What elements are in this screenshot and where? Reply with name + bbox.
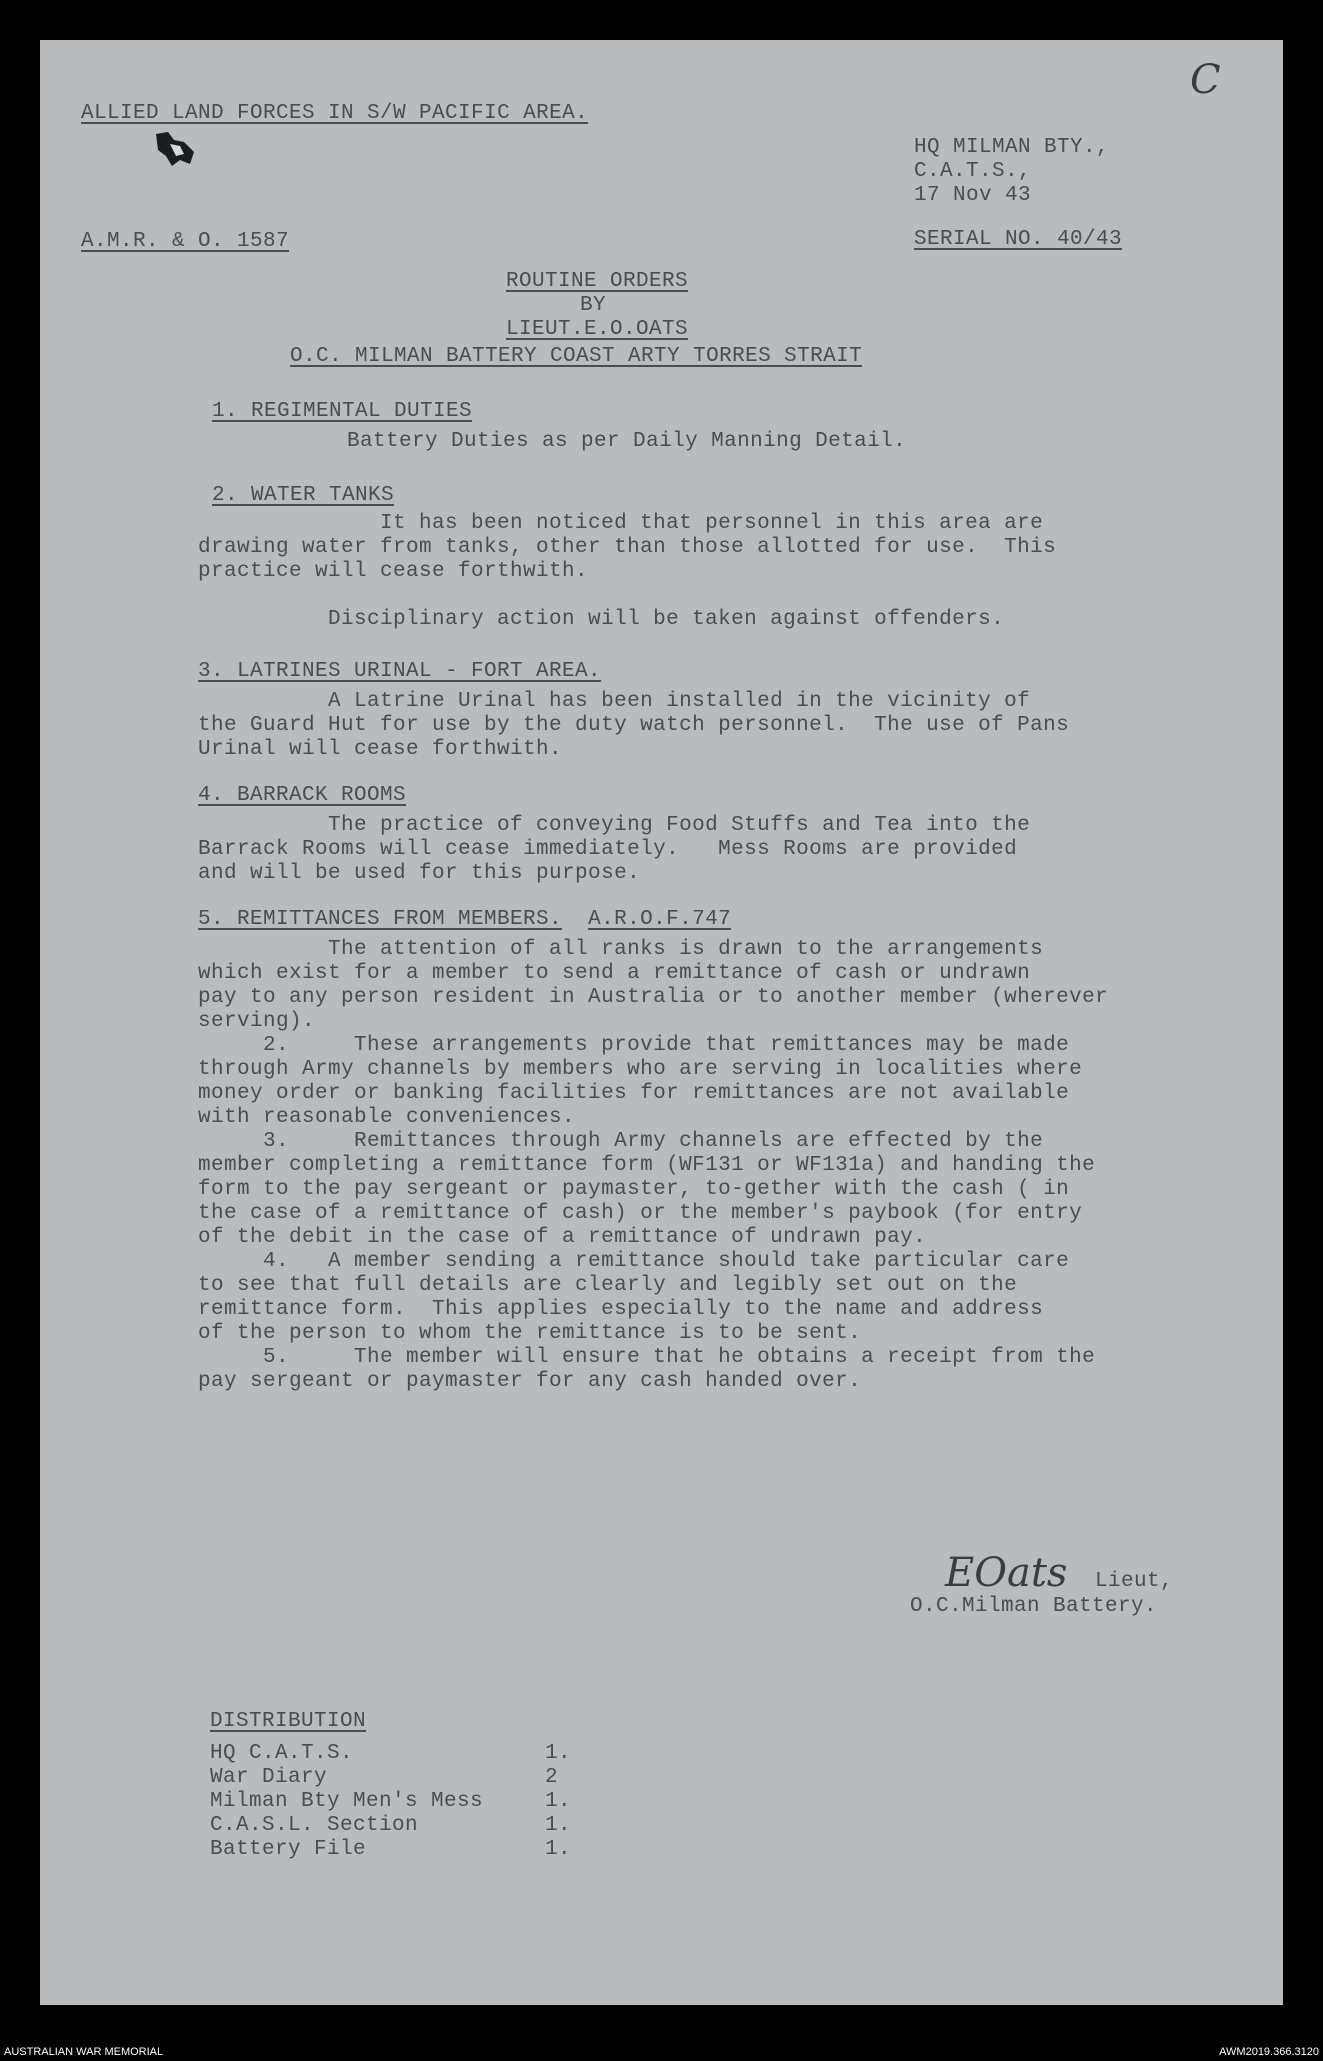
section-5-line: with reasonable conveniences. — [198, 1106, 576, 1129]
section-5-line: The attention of all ranks is drawn to the arrangements — [198, 938, 1044, 961]
signature-appointment: O.C.Milman Battery. — [910, 1595, 1158, 1618]
title-line-1: ROUTINE ORDERS — [506, 270, 689, 293]
section-5-heading-ref: A.R.O.F.747 — [588, 908, 732, 931]
distribution-heading: DISTRIBUTION — [210, 1710, 367, 1733]
section-4-heading: 4. BARRACK ROOMS — [198, 784, 407, 807]
section-5-line: 3. Remittances through Army channels are effected by the — [198, 1130, 1044, 1153]
serial-number: SERIAL NO. 40/43 — [914, 228, 1123, 251]
section-5-line: form to the pay sergeant or paymaster, to-gether with the cash ( in — [198, 1178, 1070, 1201]
section-5-line: to see that full details are clearly and legibly set out on the — [198, 1274, 1018, 1297]
section-5-line: member completing a remittance form (WF131 or WF131a) and handing the — [198, 1154, 1096, 1177]
header-right-line-3: 17 Nov 43 — [914, 184, 1032, 207]
section-3-line: A Latrine Urinal has been installed in the vicinity of — [198, 690, 1031, 713]
section-5-line: 2. These arrangements provide that remittances may be made — [198, 1034, 1070, 1057]
distribution-count: 1. — [545, 1742, 572, 1765]
footer-accession-number: AWM2019.366.3120 — [1219, 2046, 1319, 2058]
section-5-line: pay to any person resident in Australia or to another member (wherever — [198, 986, 1109, 1009]
header-right-line-2: C.A.T.S., — [914, 160, 1032, 183]
title-line-2: BY — [580, 294, 607, 317]
section-5-line: 4. A member sending a remittance should take particular care — [198, 1250, 1070, 1273]
section-3-body — [198, 690, 1069, 762]
signature-rank: Lieut, — [1095, 1570, 1174, 1593]
ink-smudge-icon — [154, 130, 198, 170]
section-4-line: and will be used for this purpose. — [198, 862, 641, 885]
header-right-line-1: HQ MILMAN BTY., — [914, 136, 1110, 159]
section-5-line: of the debit in the case of a remittance of undrawn pay. — [198, 1226, 927, 1249]
section-5-line: remittance form. This applies especially to the name and address — [198, 1298, 1044, 1321]
section-1-line: Battery Duties as per Daily Manning Detail. — [243, 430, 907, 453]
section-1-heading: 1. REGIMENTAL DUTIES — [212, 400, 473, 423]
section-2-body — [198, 512, 1056, 632]
corner-mark: C — [1190, 57, 1221, 103]
section-5-body — [198, 938, 1108, 1394]
section-4-line: The practice of conveying Food Stuffs and Tea into the — [198, 814, 1031, 837]
handwritten-signature: EOats — [945, 1550, 1068, 1596]
section-2-heading: 2. WATER TANKS — [212, 484, 395, 507]
section-5-heading: 5. REMITTANCES FROM MEMBERS. — [198, 908, 563, 931]
section-2-line: drawing water from tanks, other than those allotted for use. This — [198, 536, 1057, 559]
section-5-line: of the person to whom the remittance is to be sent. — [198, 1322, 862, 1345]
section-3-line: Urinal will cease forthwith. — [198, 738, 563, 761]
section-4-line: Barrack Rooms will cease immediately. Mess Rooms are provided — [198, 838, 1018, 861]
header-left: ALLIED LAND FORCES IN S/W PACIFIC AREA. — [81, 102, 589, 125]
distribution-name: C.A.S.L. Section — [210, 1814, 419, 1837]
footer-institution: AUSTRALIAN WAR MEMORIAL — [4, 2046, 164, 2058]
section-5-line: through Army channels by members who are serving in localities where — [198, 1058, 1083, 1081]
section-5-line: pay sergeant or paymaster for any cash handed over. — [198, 1370, 862, 1393]
section-5-line: money order or banking facilities for remittances are not available — [198, 1082, 1070, 1105]
section-1-body — [243, 430, 906, 454]
section-5-heading-row — [198, 908, 731, 932]
title-line-4: O.C. MILMAN BATTERY COAST ARTY TORRES STRAIT — [290, 345, 863, 368]
section-3-heading: 3. LATRINES URINAL - FORT AREA. — [198, 660, 602, 683]
distribution-count: 1. — [545, 1790, 572, 1813]
distribution-name: Battery File — [210, 1838, 367, 1861]
section-4-body — [198, 814, 1030, 886]
distribution-count: 1. — [545, 1838, 572, 1861]
distribution-name: War Diary — [210, 1766, 328, 1789]
document-page — [40, 40, 1283, 2005]
section-2-line — [198, 584, 1056, 608]
distribution-name: HQ C.A.T.S. — [210, 1742, 354, 1765]
section-5-line: which exist for a member to send a remittance of cash or undrawn — [198, 962, 1031, 985]
section-5-line: serving). — [198, 1010, 316, 1033]
distribution-name: Milman Bty Men's Mess — [210, 1790, 484, 1813]
section-5-line: the case of a remittance of cash) or the member's paybook (for entry — [198, 1202, 1083, 1225]
reference-number: A.M.R. & O. 1587 — [81, 230, 290, 253]
section-2-line: It has been noticed that personnel in this area are — [198, 512, 1044, 535]
section-2-line: practice will cease forthwith. — [198, 560, 589, 583]
section-5-line: 5. The member will ensure that he obtains a receipt from the — [198, 1346, 1096, 1369]
title-line-3: LIEUT.E.O.OATS — [506, 318, 689, 341]
distribution-count: 2 — [545, 1766, 559, 1789]
section-3-line: the Guard Hut for use by the duty watch personnel. The use of Pans — [198, 714, 1070, 737]
section-2-line: Disciplinary action will be taken against offenders. — [198, 608, 1005, 631]
distribution-count: 1. — [545, 1814, 572, 1837]
